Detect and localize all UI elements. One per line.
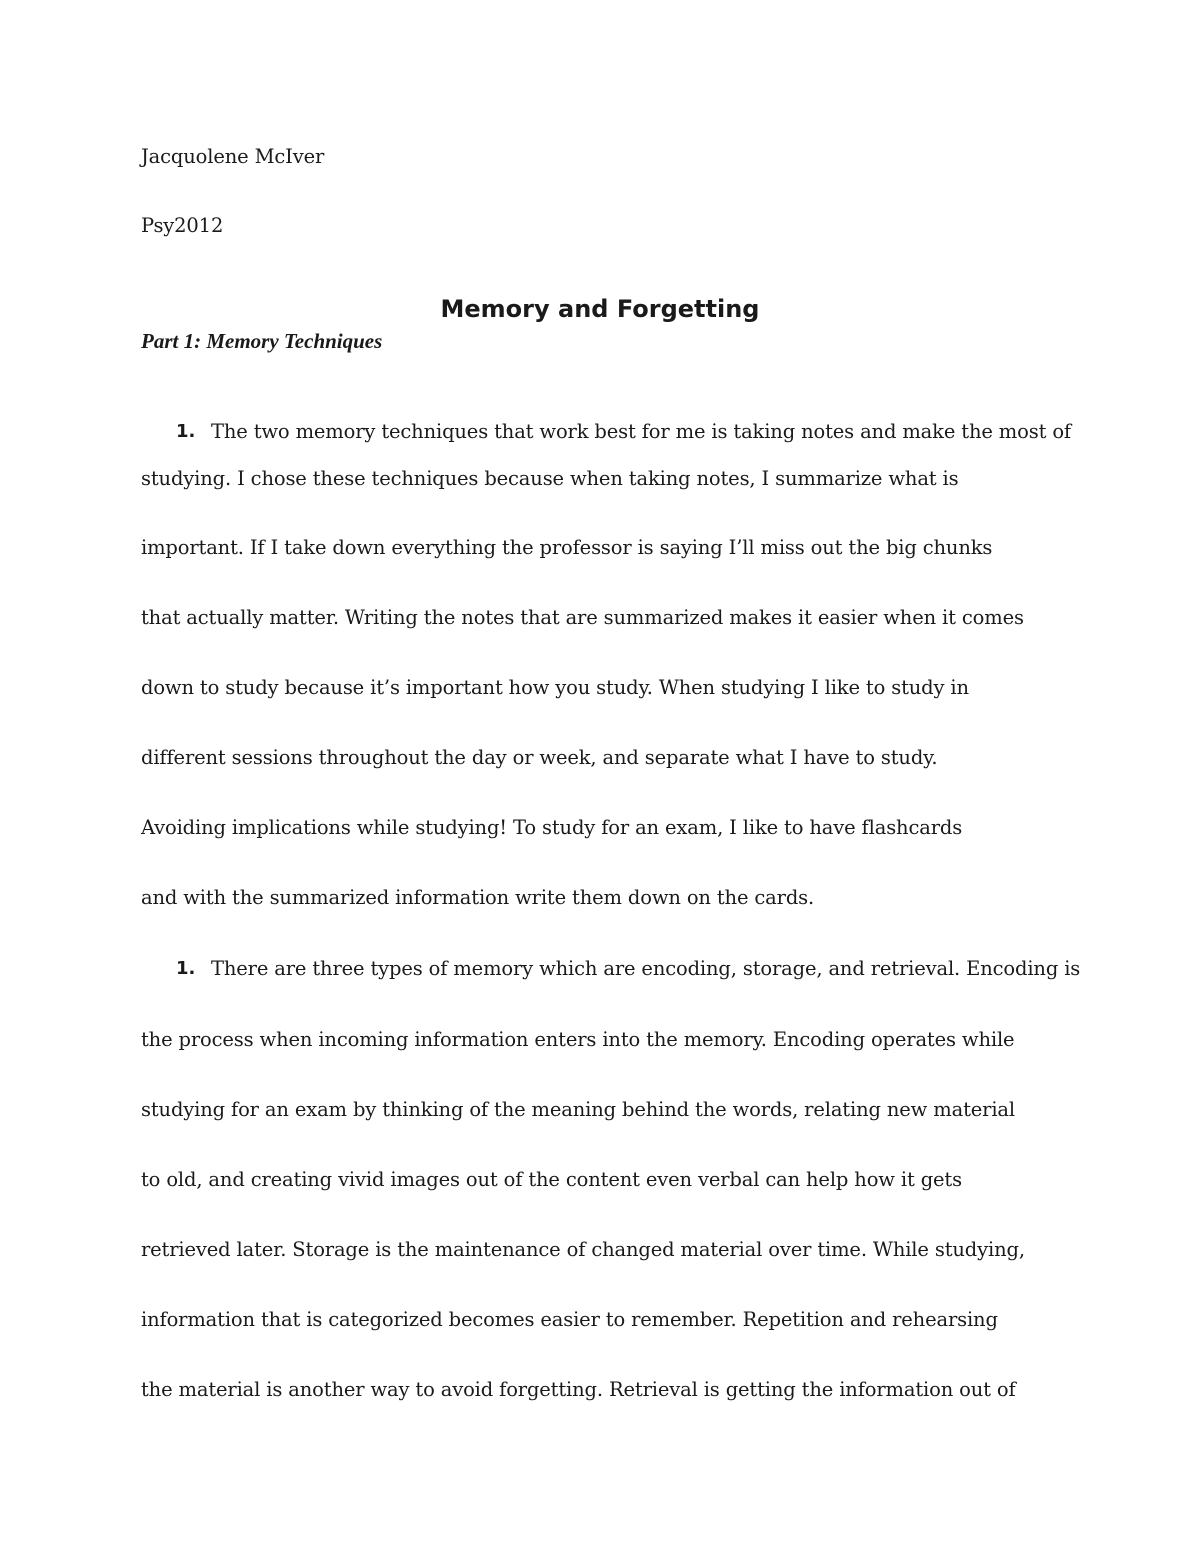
paragraph-line: There are three types of memory which are encoding, storage, and retrieval. Encoding is — [211, 957, 1081, 980]
list-number: 1. — [176, 421, 196, 442]
paragraph-line: studying for an exam by thinking of the meaning behind the words, relating new material — [141, 1098, 1015, 1121]
paragraph-line: that actually matter. Writing the notes that are summarized makes it easier when it comes — [141, 606, 1024, 629]
paragraph-line: the process when incoming information enters into the memory. Encoding operates while — [141, 1028, 1015, 1051]
paragraph-line: important. If I take down everything the professor is saying I’ll miss out the big chunks — [141, 536, 993, 559]
course-code: Psy2012 — [141, 214, 224, 237]
paragraph-line: different sessions throughout the day or week, and separate what I have to study. — [141, 746, 938, 769]
paragraph-line: down to study because it’s important how you study. When studying I like to study in — [141, 676, 969, 699]
section-heading: Part 1: Memory Techniques — [141, 329, 383, 353]
list-number: 1. — [176, 958, 196, 979]
document-title: Memory and Forgetting — [440, 295, 760, 323]
paragraph-line: retrieved later. Storage is the maintenance of changed material over time. While studying, — [141, 1238, 1025, 1261]
paragraph-line: the material is another way to avoid forgetting. Retrieval is getting the information out of — [141, 1378, 1016, 1401]
paragraph-line: to old, and creating vivid images out of the content even verbal can help how it gets — [141, 1168, 962, 1191]
paragraph-line: and with the summarized information write them down on the cards. — [141, 886, 815, 909]
paragraph-line: Avoiding implications while studying! To study for an exam, I like to have flashcards — [141, 816, 963, 839]
author-name: Jacquolene McIver — [141, 145, 325, 168]
paragraph-line: The two memory techniques that work best for me is taking notes and make the most of — [211, 420, 1071, 443]
paragraph-line: studying. I chose these techniques because when taking notes, I summarize what is — [141, 467, 959, 490]
paragraph-line: information that is categorized becomes easier to remember. Repetition and rehearsing — [141, 1308, 998, 1331]
